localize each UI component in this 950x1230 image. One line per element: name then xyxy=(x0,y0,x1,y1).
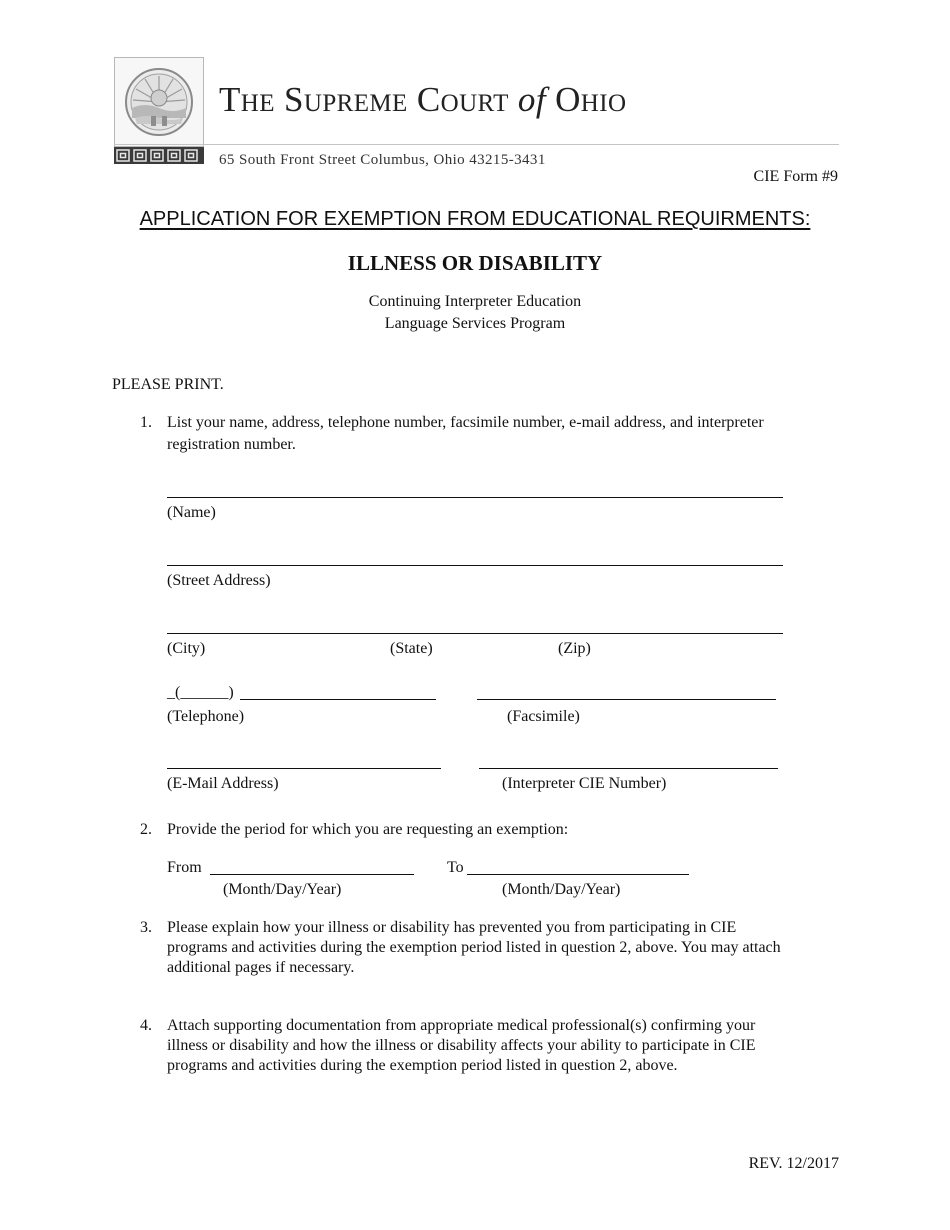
form-title: APPLICATION FOR EXEMPTION FROM EDUCATIONAL REQUIRMENTS: xyxy=(139,208,811,230)
city-state-zip-field[interactable] xyxy=(167,633,783,634)
form-subtitle: ILLNESS OR DISABILITY xyxy=(347,251,603,275)
facsimile-field[interactable] xyxy=(477,699,776,700)
header-divider xyxy=(114,144,839,145)
name-field[interactable] xyxy=(167,497,783,498)
court-name-part-1: The Supreme Court xyxy=(219,80,518,119)
to-label: To xyxy=(447,859,464,876)
program-line-1: Continuing Interpreter Education xyxy=(368,293,582,310)
city-label: (City) xyxy=(167,640,206,657)
from-date-format: (Month/Day/Year) xyxy=(223,881,342,898)
email-field[interactable] xyxy=(167,768,441,769)
question-4-line-3: programs and activities during the exemption period listed in question 2, above. xyxy=(167,1057,678,1074)
question-1-text-line-1: List your name, address, telephone number, facsimile number, e-mail address, and interpreter xyxy=(167,414,764,431)
court-address: 65 South Front Street Columbus, Ohio 43215-3431 xyxy=(219,152,546,168)
question-3-number: 3. xyxy=(140,919,152,936)
greek-key-border-icon xyxy=(114,147,204,164)
revision-date: REV. 12/2017 xyxy=(748,1155,839,1172)
question-1-text-line-2: registration number. xyxy=(167,436,296,453)
court-name-heading xyxy=(219,78,626,122)
form-number: CIE Form #9 xyxy=(753,168,838,185)
court-name-part-2: Ohio xyxy=(545,80,627,119)
question-4-number: 4. xyxy=(140,1017,152,1034)
state-label: (State) xyxy=(390,640,433,657)
telephone-area-code: _(______) xyxy=(167,684,234,701)
question-3-line-2: programs and activities during the exemption period listed in question 2, above. You may attach xyxy=(167,939,781,956)
program-line-2: Language Services Program xyxy=(384,315,566,332)
cie-number-field[interactable] xyxy=(479,768,778,769)
program-name xyxy=(0,291,950,335)
cie-number-label: (Interpreter CIE Number) xyxy=(502,775,667,792)
to-date-format: (Month/Day/Year) xyxy=(502,881,621,898)
telephone-label: (Telephone) xyxy=(167,708,245,725)
to-date-field[interactable] xyxy=(467,874,689,875)
question-1-number: 1. xyxy=(140,414,152,431)
street-address-field[interactable] xyxy=(167,565,783,566)
question-4-line-2: illness or disability and how the illness or disability affects your ability to participate in CIE xyxy=(167,1037,756,1054)
court-name-of: of xyxy=(517,80,546,119)
from-label: From xyxy=(167,859,202,876)
zip-label: (Zip) xyxy=(558,640,591,657)
telephone-field[interactable] xyxy=(240,699,436,700)
ohio-seal-icon xyxy=(115,58,203,146)
court-seal-logo xyxy=(114,57,204,147)
question-3-line-1: Please explain how your illness or disability has prevented you from participating in CIE xyxy=(167,919,737,936)
question-2-number: 2. xyxy=(140,821,152,838)
print-instruction: PLEASE PRINT. xyxy=(112,376,224,393)
name-label: (Name) xyxy=(167,504,216,521)
from-date-field[interactable] xyxy=(210,874,414,875)
question-2-text: Provide the period for which you are requesting an exemption: xyxy=(167,821,569,838)
email-label: (E-Mail Address) xyxy=(167,775,279,792)
question-4-line-1: Attach supporting documentation from appropriate medical professional(s) confirming your xyxy=(167,1017,756,1034)
street-address-label: (Street Address) xyxy=(167,572,271,589)
facsimile-label: (Facsimile) xyxy=(507,708,580,725)
question-3-line-3: additional pages if necessary. xyxy=(167,959,355,976)
